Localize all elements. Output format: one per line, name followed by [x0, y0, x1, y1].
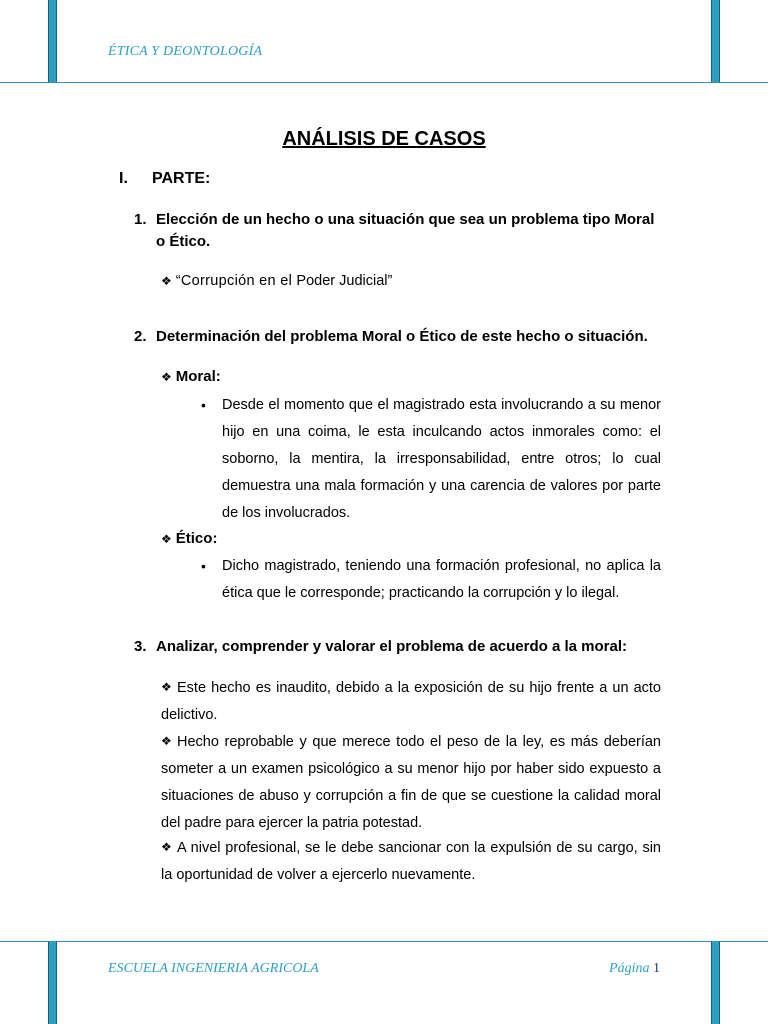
moral-paragraph: Desde el momento que el magistrado esta involucrando a su menor hijo en una coima, le esta inculcando actos inmorales como: el soborno, la mentira, la irresponsabilidad, entre otros; lo cual demuestra una mala formación y una carencia de valores por parte de los involucrados.: [222, 397, 661, 521]
footer-page-label: Página: [609, 961, 650, 976]
etico-label: Ético:: [175, 530, 218, 547]
diamond-bullet-icon: ❖: [161, 734, 172, 748]
footer-left-bar: [48, 941, 57, 1024]
part-label: PARTE:: [152, 170, 211, 187]
footer-school: ESCUELA INGENIERIA AGRICOLA: [108, 961, 319, 976]
header-rule: [0, 82, 768, 83]
header-title: ÉTICA Y DEONTOLOGÍA: [108, 44, 263, 59]
item1-quote-close: ”: [387, 273, 393, 289]
item1-text: Elección de un hecho o una situación que sea un problema tipo Moral o Ético.: [156, 211, 655, 250]
footer-rule: [0, 941, 768, 942]
item3-text: Analizar, comprender y valorar el problema de acuerdo a la moral:: [156, 638, 628, 655]
header-left-bar: [48, 0, 57, 82]
item3-number: 3.: [134, 638, 147, 655]
item3-point-text: Hecho reprobable y que merece todo el peso de la ley, es más deberían someter a un examen psicológico a su menor hijo por haber sido expuesto a situaciones de abuso y corrupción a fin de que se cuestione la calidad moral del padre para ejercer la patria potestad.: [161, 734, 661, 831]
item1-quote-open: “Corrupción en el: [175, 273, 297, 289]
item1-number: 1.: [134, 211, 147, 228]
diamond-bullet-icon: ❖: [161, 532, 172, 546]
bullet-dot-icon: •: [201, 558, 206, 574]
moral-label: Moral:: [175, 368, 221, 385]
diamond-bullet-icon: ❖: [161, 840, 172, 854]
item2-text: Determinación del problema Moral o Ético de este hecho o situación.: [156, 328, 648, 345]
bullet-dot-icon: •: [201, 397, 206, 413]
item3-point-2: [161, 729, 661, 837]
header-right-bar: [711, 0, 720, 82]
item3-point-3: [161, 835, 661, 889]
part-numeral: I.: [119, 170, 128, 187]
item1-subpoint: [161, 273, 392, 289]
item3-point-text: Este hecho es inaudito, debido a la exposición de su hijo frente a un acto delictivo.: [161, 680, 661, 723]
moral-heading: [161, 366, 221, 388]
page-title: ANÁLISIS DE CASOS: [282, 128, 486, 150]
diamond-bullet-icon: ❖: [161, 370, 172, 384]
item2-number: 2.: [134, 328, 147, 345]
diamond-bullet-icon: ❖: [161, 274, 172, 288]
etico-heading: [161, 528, 217, 550]
item3-point-text: A nivel profesional, se le debe sancionar con la expulsión de su cargo, sin la oportunidad de volver a ejercerlo nuevamente.: [161, 840, 661, 883]
item1-quote-main: Poder Judicial: [296, 273, 388, 289]
diamond-bullet-icon: ❖: [161, 680, 172, 694]
footer-page-number: 1: [653, 961, 660, 976]
footer-right-bar: [711, 941, 720, 1024]
item3-point-1: [161, 675, 661, 729]
etico-paragraph: Dicho magistrado, teniendo una formación profesional, no aplica la ética que le corresponde; practicando la corrupción y lo ilegal.: [222, 558, 661, 601]
footer-page: [609, 961, 660, 977]
